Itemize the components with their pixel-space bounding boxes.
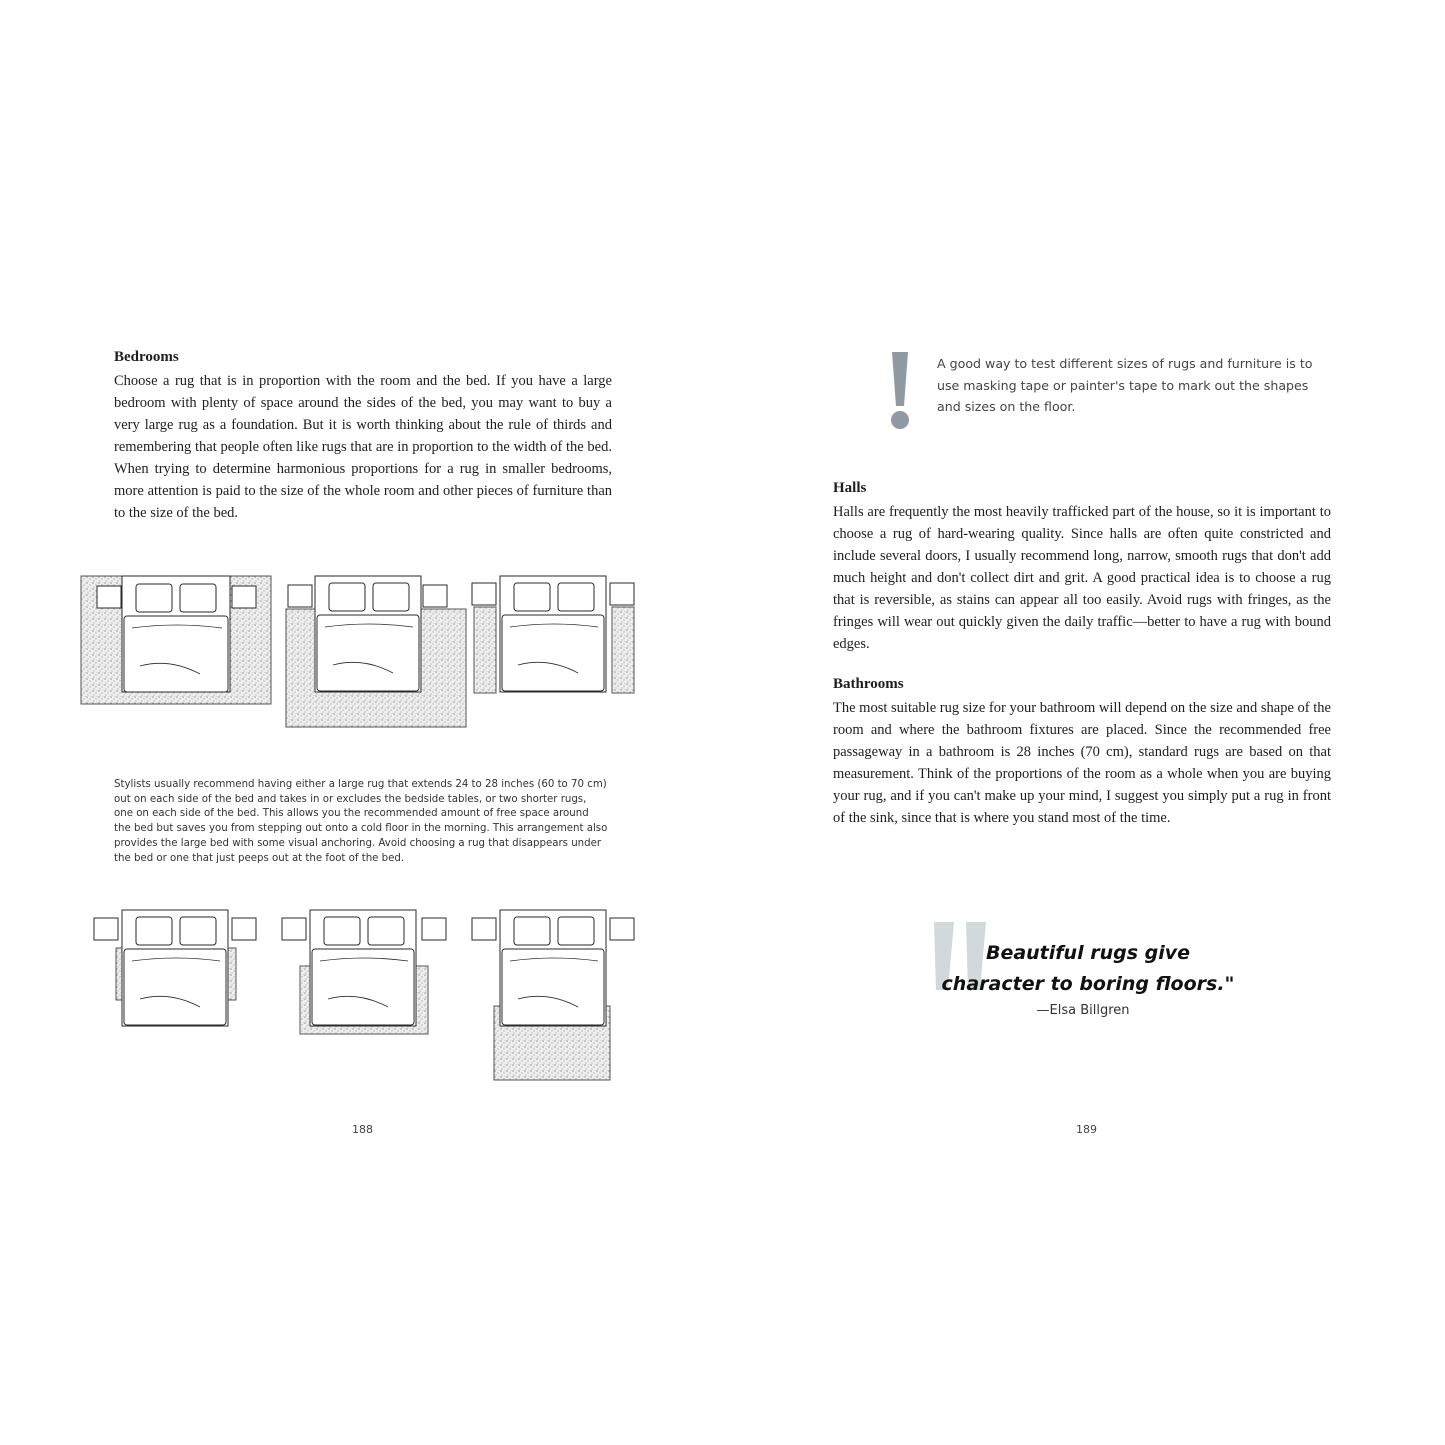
exclamation-icon [883,350,917,432]
halls-heading: Halls [833,480,867,496]
bedrooms-heading: Bedrooms [114,349,179,365]
page-number-right: 189 [1076,1123,1097,1136]
bathrooms-heading: Bathrooms [833,676,904,692]
bed-illustration-rug-peeks-out [280,908,455,1038]
illustration-caption: Stylists usually recommend having either a large rug that extends 24 to 28 inches (60 to 70 cm) out on each side of the bed and takes in or excludes the bedside tables, or two shorter rugs, one on each side of the bed. This allows you the recommended amount of free space around the bed but saves you from stepping out onto a cold floor in the morning. This arrangement also provides the large bed with some visual anchoring. Avoid choosing a rug that disappears under the bed or one that just peeps out at the foot of the bed. [114,779,608,864]
bed-illustration-two-side-rugs [470,575,640,695]
bed-illustration-rug-too-small [92,908,262,1033]
bedrooms-body: Choose a rug that is in proportion with the room and the bed. If you have a large bedroom with plenty of space around the sides of the bed, you may want to buy a very large rug as a foundation. But it is worth thinking about the rule of thirds and remembering that people often like rugs that are in proportion to the width of the bed. When trying to determine harmonious proportions for a rug in smaller bedrooms, more attention is paid to the size of the whole room and other pieces of furniture than to the size of the bed. [114,373,612,521]
bed-illustration-large-rug [80,570,275,710]
tip-text: A good way to test different sizes of rugs and furniture is to use masking tape or painter's tape to mark out the shapes and sizes on the floor. [937,356,1313,414]
quote-author: —Elsa Billgren [1036,1003,1130,1018]
page-number-left: 188 [352,1123,373,1136]
left-page [0,0,722,1445]
bed-illustration-rug-at-foot [470,908,642,1083]
halls-body: Halls are frequently the most heavily trafficked part of the house, so it is important to choose a rug of hard-wearing quality. Since halls are often quite constricted and include several doors, I usually recommend long, narrow, smooth rugs that don't add much height and don't collect dirt and grit. A good practical idea is to choose a rug that is reversible, as stains can appear all too easily. Avoid rugs with fringes, as the fringes will wear out quickly given the daily traffic—better to have a rug with bound edges. [833,504,1331,652]
bathrooms-body: The most suitable rug size for your bathroom will depend on the size and shape of the room and where the bathroom fixtures are placed. Since the recommended free passageway in a bathroom is 28 inches (70 cm), standard rugs are based on that measurement. Think of the proportions of the room as a whole when you are buying your rug, and if you can't make up your mind, I suggest you simply put a rug in front of the sink, since that is where you stand most of the time. [833,700,1331,826]
pull-quote: Beautiful rugs give character to boring floors." [941,942,1235,995]
bed-illustration-rug-excludes-tables [285,575,470,730]
